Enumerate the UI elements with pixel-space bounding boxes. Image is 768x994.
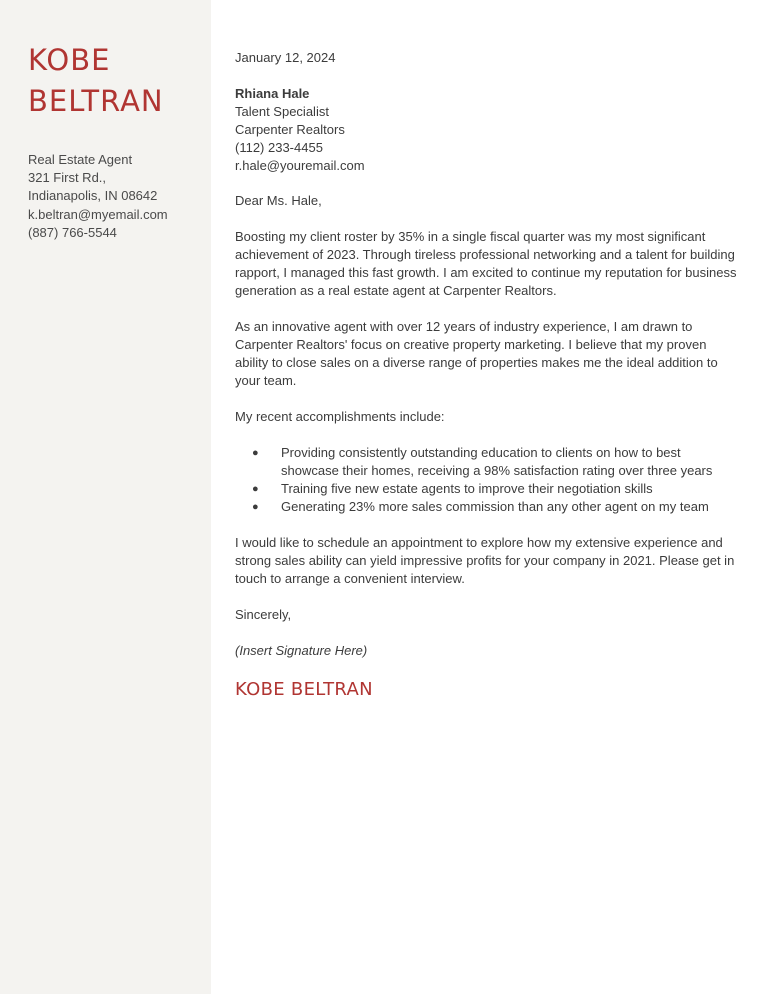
applicant-job-title: Real Estate Agent: [28, 152, 133, 167]
recipient-title: Talent Specialist: [235, 104, 329, 119]
accomplishment-text: Training five new estate agents to improve their negotiation skills: [281, 481, 653, 496]
applicant-phone: (887) 766-5544: [28, 224, 117, 240]
recipient-name: Rhiana Hale: [235, 86, 310, 101]
list-item: [235, 444, 740, 480]
signature-name: KOBE BELTRAN: [235, 679, 373, 700]
paragraph-closing-request: I would like to schedule an appointment to explore how my extensive experience and strong sales ability can yield impressive profits for your company in 2021. Please get in touch to arrange a convenient interview.: [235, 535, 735, 586]
bullet-icon: ●: [252, 447, 259, 459]
recipient-company: Carpenter Realtors: [235, 122, 345, 137]
accomplishment-text: Providing consistently outstanding education to clients on how to best showcase their homes, receiving a 98% satisfaction rating over three years: [281, 445, 713, 478]
list-item: [235, 498, 740, 516]
applicant-email: k.beltran@myemail.com: [28, 206, 168, 222]
recipient-phone: (112) 233-4455: [235, 140, 323, 155]
applicant-contact-info: [28, 151, 168, 242]
applicant-address-line2: Indianapolis, IN 08642: [28, 188, 158, 204]
letter-date: January 12, 2024: [235, 50, 336, 65]
signature-placeholder: (Insert Signature Here): [235, 643, 368, 658]
bullet-icon: ●: [252, 483, 259, 495]
applicant-last-name: BELTRAN: [28, 84, 164, 118]
salutation: Dear Ms. Hale,: [235, 193, 322, 208]
accomplishment-text: Generating 23% more sales commission than any other agent on my team: [281, 499, 709, 514]
paragraph-opening: Boosting my client roster by 35% in a single fiscal quarter was my most significant achievement of 2023. Through tireless professional networking and a talent for building rapport, I managed this fast growth. I am excited to continue my reputation for business generation as a real estate agent at Carpenter Realtors.: [235, 229, 737, 298]
applicant-name: [28, 40, 164, 122]
letter-body: [235, 49, 740, 702]
closing: Sincerely,: [235, 607, 292, 622]
accomplishments-intro: My recent accomplishments include:: [235, 409, 445, 424]
recipient-email: r.hale@youremail.com: [235, 158, 365, 173]
applicant-first-name: KOBE: [28, 43, 111, 77]
paragraph-experience: As an innovative agent with over 12 years of industry experience, I am drawn to Carpenter Realtors' focus on creative property marketing. I believe that my proven ability to close sales on a diverse range of properties makes me the ideal addition to your team.: [235, 319, 718, 388]
recipient-block: [235, 85, 740, 175]
list-item: [235, 480, 740, 498]
accomplishments-list: [235, 444, 740, 516]
sidebar: [0, 0, 211, 994]
bullet-icon: ●: [252, 501, 259, 513]
applicant-address-line1: 321 First Rd.,: [28, 170, 107, 186]
